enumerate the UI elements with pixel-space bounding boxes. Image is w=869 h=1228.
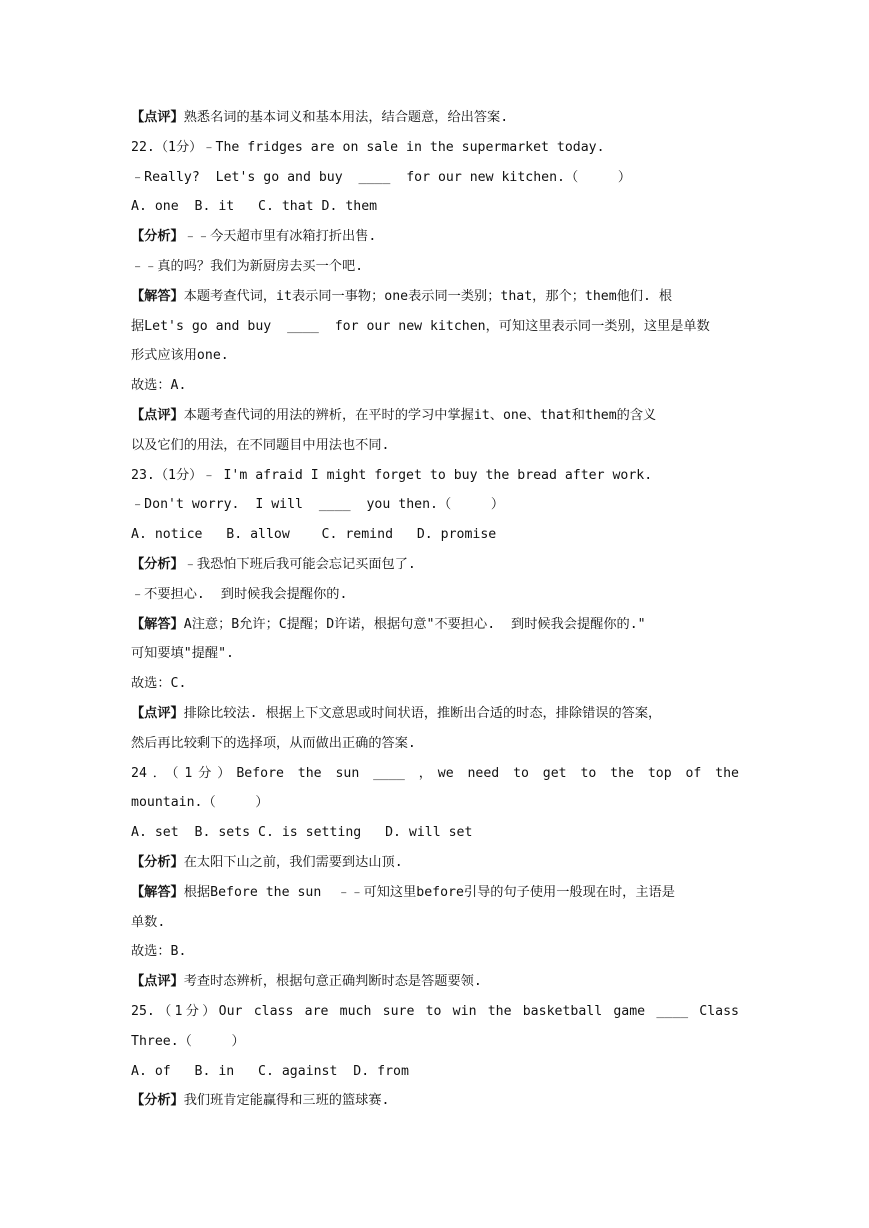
line-text: ﹣不要担心. 到时候我会提醒你的. [131, 586, 348, 602]
text-line [131, 133, 739, 163]
line-text: 23.（1分）﹣ I'm afraid I might forget to buy the bread after work. [131, 467, 653, 483]
section-tag: 【解答】 [131, 884, 184, 900]
text-line [131, 997, 739, 1027]
text-line [131, 937, 739, 967]
section-tag: 【分析】 [131, 556, 184, 572]
line-text: 熟悉名词的基本词义和基本用法，结合题意，给出答案. [183, 110, 509, 125]
text-line [131, 222, 739, 252]
section-tag: 【点评】 [131, 110, 184, 125]
line-text: ﹣﹣今天超市里有冰箱打折出售. [183, 229, 377, 245]
line-text: 24．（1分）Before the sun ____ ，we need to get to the top of the [131, 765, 739, 781]
text-line [131, 103, 739, 133]
text-line [131, 788, 739, 818]
section-tag: 【分析】 [131, 1093, 184, 1109]
line-text: 22.（1分）﹣The fridges are on sale in the supermarket today. [131, 139, 605, 155]
text-line [131, 610, 739, 640]
text-line [131, 550, 739, 580]
line-text: A注意；B允许；C提醒；D许诺，根据句意"不要担心. 到时候我会提醒你的." [183, 616, 646, 632]
line-text: A. set B. sets C. is setting D. will set [131, 825, 473, 841]
line-text: mountain.（ ） [131, 795, 269, 811]
text-line [131, 878, 739, 908]
text-line [131, 967, 739, 997]
line-text: ﹣﹣真的吗？我们为新厨房去买一个吧. [131, 258, 364, 274]
line-text: ﹣Really? Let's go and buy ____ for our new kitchen.（ ） [131, 169, 632, 185]
text-line [131, 192, 739, 222]
text-line [131, 1027, 739, 1057]
line-text: 考查时态辨析，根据句意正确判断时态是答题要领. [183, 974, 482, 990]
line-text: 然后再比较剩下的选择项，从而做出正确的答案. [131, 735, 416, 751]
line-text: 故选：B. [131, 944, 187, 960]
text-line [131, 252, 739, 282]
text-line [131, 312, 739, 342]
section-tag: 【点评】 [131, 974, 184, 990]
line-text: A. of B. in C. against D. from [131, 1063, 409, 1079]
text-line [131, 341, 739, 371]
text-line [131, 1086, 739, 1116]
text-line [131, 1057, 739, 1087]
text-line [131, 669, 739, 699]
text-line [131, 490, 739, 520]
text-line [131, 163, 739, 193]
line-text: ﹣Don't worry. I will ____ you then.（ ） [131, 497, 505, 513]
text-line [131, 908, 739, 938]
line-text: 以及它们的用法，在不同题目中用法也不同. [131, 437, 390, 453]
section-tag: 【点评】 [131, 705, 184, 721]
section-tag: 【解答】 [131, 288, 184, 304]
line-text: 排除比较法. 根据上下文意思或时间状语，推断出合适的时态，排除错误的答案， [183, 705, 662, 721]
section-tag: 【分析】 [131, 854, 184, 870]
text-line [131, 759, 739, 789]
line-text: 可知要填"提醒". [131, 646, 234, 662]
line-text: 25.（1分）Our class are much sure to win the basketball game ____ Class [131, 1003, 739, 1019]
line-text: ﹣我恐怕下班后我可能会忘记买面包了. [183, 556, 416, 572]
line-text: A. notice B. allow C. remind D. promise [131, 527, 497, 543]
line-text: 在太阳下山之前，我们需要到达山顶. [183, 854, 403, 870]
line-text: 形式应该用one. [131, 348, 229, 364]
line-text: 根据Before the sun ﹣﹣可知这里before引导的句子使用一般现在时，主语是 [183, 884, 675, 900]
line-text: Three.（ ） [131, 1033, 245, 1049]
text-line [131, 580, 739, 610]
text-line [131, 431, 739, 461]
text-line [131, 371, 739, 401]
line-text: 故选：A. [131, 378, 187, 394]
text-line [131, 699, 739, 729]
section-tag: 【点评】 [131, 407, 184, 423]
line-text: A. one B. it C. that D. them [131, 199, 378, 215]
text-line [131, 848, 739, 878]
section-tag: 【解答】 [131, 616, 184, 632]
line-text: 本题考查代词的用法的辨析，在平时的学习中掌握it、one、that和them的含义 [183, 407, 657, 423]
text-line [131, 461, 739, 491]
line-text: 据Let's go and buy ____ for our new kitchen，可知这里表示同一类别，这里是单数 [131, 318, 710, 334]
text-line [131, 282, 739, 312]
line-text: 本题考查代词，it表示同一事物；one表示同一类别；that，那个；them他们. 根 [183, 288, 673, 304]
text-line [131, 401, 739, 431]
line-text: 故选：C. [131, 676, 187, 692]
section-tag: 【分析】 [131, 229, 184, 245]
text-line [131, 818, 739, 848]
text-line [131, 639, 739, 669]
text-line [131, 729, 739, 759]
text-line [131, 520, 739, 550]
answer-analysis-text [131, 103, 739, 1116]
line-text: 我们班肯定能赢得和三班的篮球赛. [183, 1093, 390, 1109]
line-text: 单数. [131, 914, 166, 930]
